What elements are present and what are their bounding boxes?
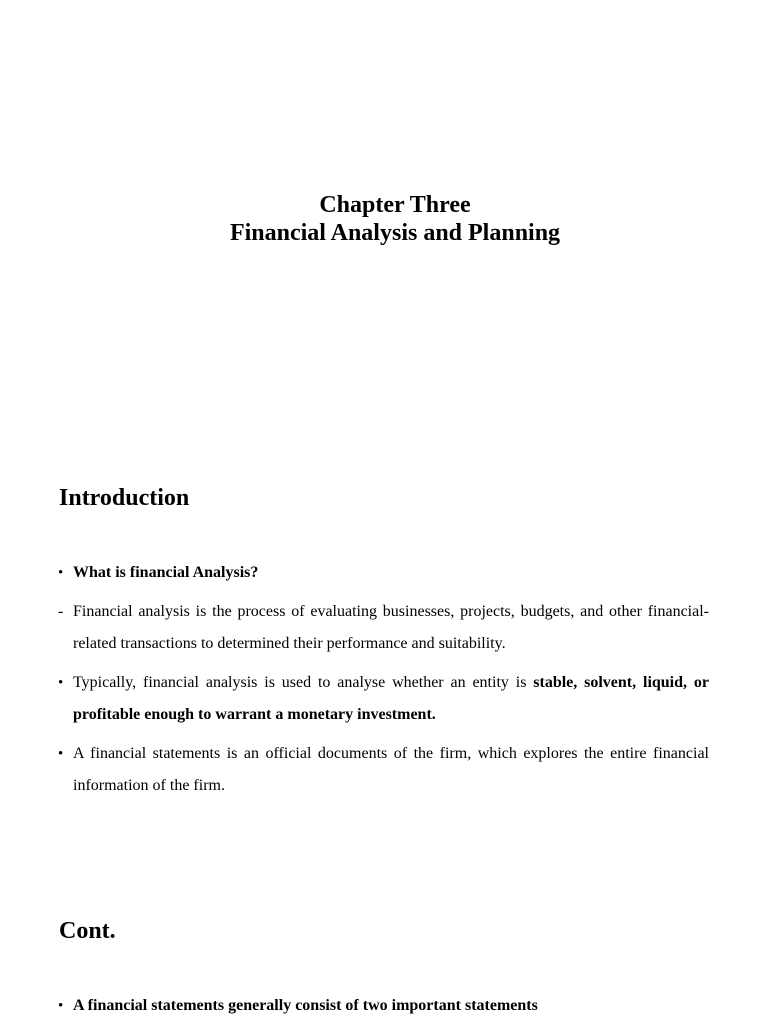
list-item	[58, 667, 709, 731]
chapter-name: Financial Analysis and Planning	[229, 220, 561, 246]
list-item-text: Financial analysis is the process of evaluating businesses, projects, budgets, and other financial-related transactions to determined their performance and suitability.	[73, 603, 709, 652]
cont-list	[58, 990, 709, 1029]
bullet-marker: •	[58, 746, 64, 762]
cont-heading: Cont.	[59, 918, 116, 944]
introduction-list	[58, 557, 709, 809]
bullet-marker: •	[58, 675, 64, 691]
list-item	[58, 596, 709, 660]
chapter-title	[0, 191, 768, 247]
list-item	[58, 990, 709, 1022]
chapter-number: Chapter Three	[319, 192, 471, 218]
list-item-bold-text: A financial statements generally consist of two important statements	[73, 997, 538, 1014]
bullet-marker: •	[58, 565, 64, 581]
list-item	[58, 557, 709, 589]
list-item-text: Typically, financial analysis is used to analyse whether an entity is	[73, 674, 534, 691]
bullet-marker: •	[58, 998, 64, 1014]
introduction-heading: Introduction	[59, 485, 190, 511]
list-item-bold-text: What is financial Analysis?	[73, 564, 259, 581]
list-item-text: A financial statements is an official documents of the firm, which explores the entire financial information of the firm.	[73, 745, 709, 794]
dash-marker: -	[58, 603, 64, 620]
list-item	[58, 738, 709, 802]
list-item-bold-text: stable, solvent, liquid, or profitable enough to warrant a monetary investment.	[73, 674, 709, 723]
